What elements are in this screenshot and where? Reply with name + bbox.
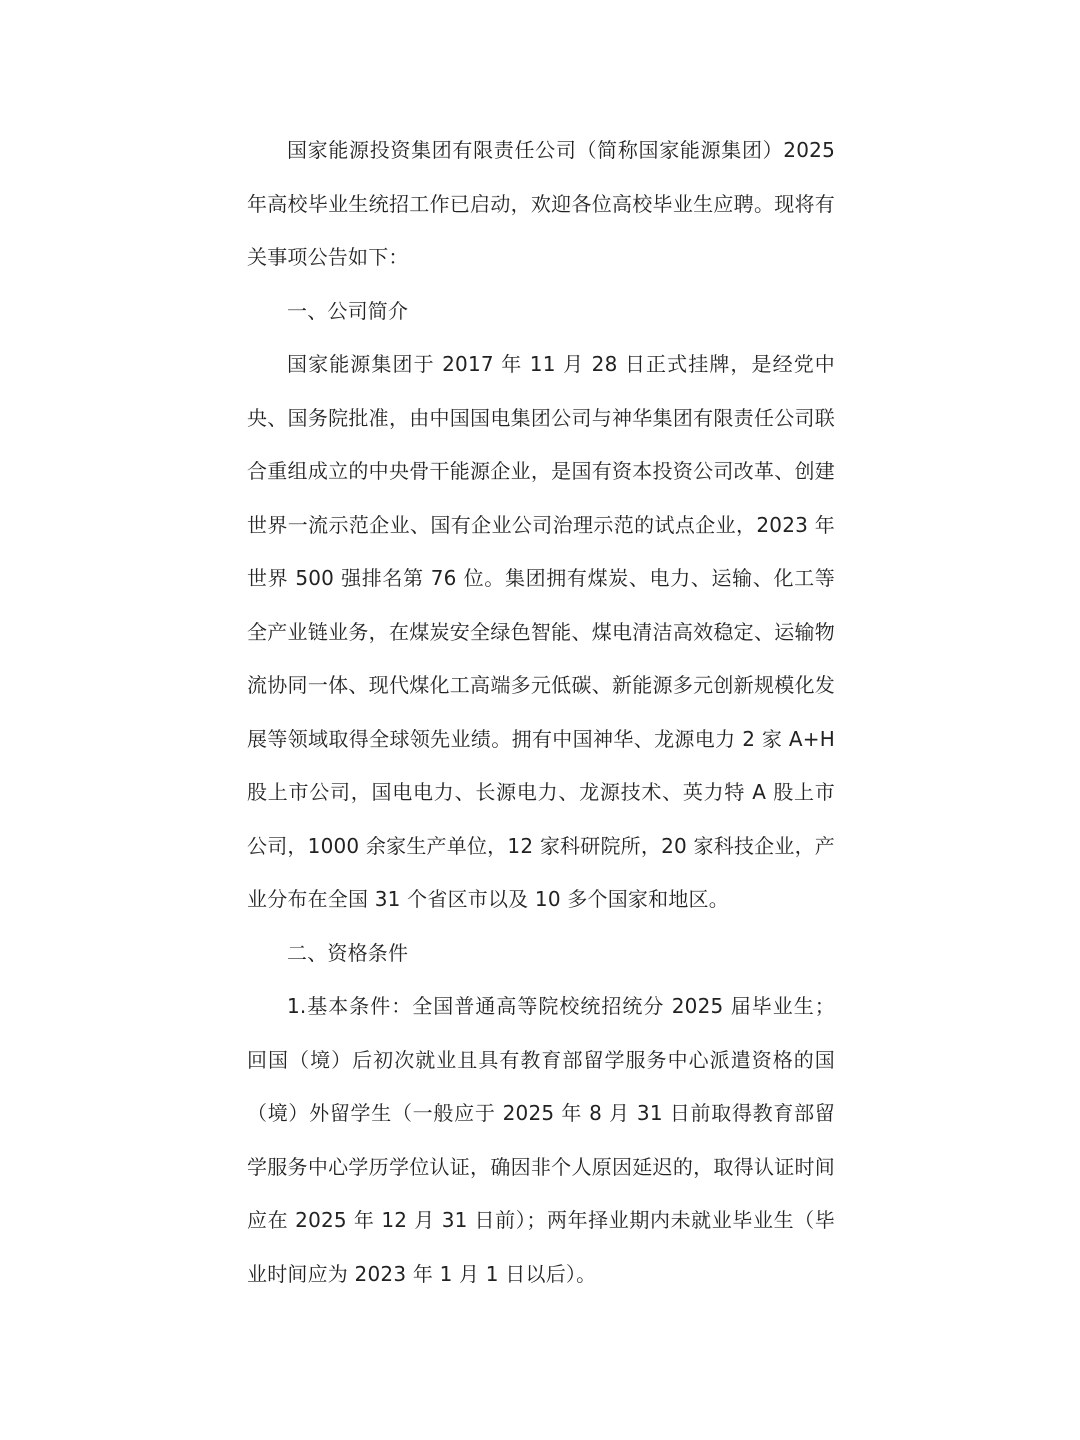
section-heading-qualifications: 二、资格条件 bbox=[287, 940, 409, 965]
intro-paragraph: 国家能源投资集团有限责任公司（简称国家能源集团）2025年高校毕业生统招工作已启动，欢迎各位高校毕业生应聘。现将有关事项公告如下： bbox=[247, 138, 835, 269]
basic-conditions-paragraph: 1.基本条件：全国普通高等院校统招统分 2025 届毕业生；回国（境）后初次就业且具有教育部留学服务中心派遣资格的国（境）外留学生（一般应于 2025 年 8 月 31 日前取得教育部留学服务中心学历学位认证，确因非个人原因延迟的，取得认证时间应在 2025 年 12 月 31 日前）；两年择业期内未就业毕业生（毕业时间应为 2023 年 1 月 1 日以后）。 bbox=[247, 994, 835, 1286]
company-profile-paragraph: 国家能源集团于 2017 年 11 月 28 日正式挂牌，是经党中央、国务院批准，由中国国电集团公司与神华集团有限责任公司联合重组成立的中央骨干能源企业，是国有资本投资公司改革、创建世界一流示范企业、国有企业公司治理示范的试点企业，2023 年世界 500 强排名第 76 位。集团拥有煤炭、电力、运输、化工等全产业链业务，在煤炭安全绿色智能、煤电清洁高效稳定、运输物流协同一体、现代煤化工高端多元低碳、新能源多元创新规模化发展等领域取得全球领先业绩。拥有中国神华、龙源电力 2 家 A+H 股上市公司，国电电力、长源电力、龙源技术、英力特 A 股上市公司，1000 余家生产单位，12 家科研院所，20 家科技企业，产业分布在全国 31 个省区市以及 10 多个国家和地区。 bbox=[247, 352, 835, 911]
document-body bbox=[247, 124, 835, 1301]
section-heading-company-profile: 一、公司简介 bbox=[287, 298, 409, 323]
